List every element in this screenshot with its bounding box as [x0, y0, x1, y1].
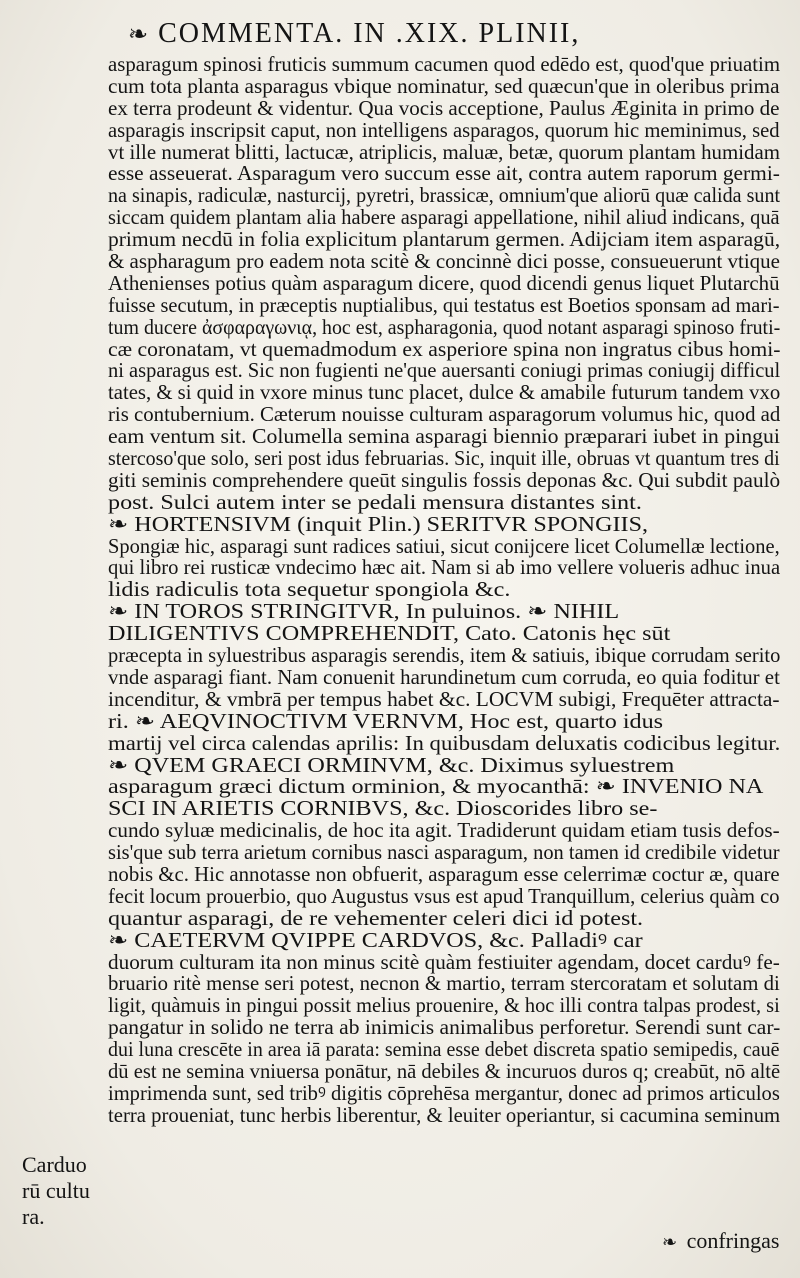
text-line: cundo syluæ medicinalis, de hoc ita agit. Tradiderunt quidam etiam tusis defos-: [108, 818, 780, 843]
text-line: tates, & si quid in vxore minus tunc placet, dulce & amabile futurum tandem vxo: [108, 380, 781, 405]
text-line: cæ coronatam, vt quemadmodum ex asperiore spina non ingratus cibus homi-: [108, 336, 781, 361]
text-line: ris contubernium. Cæterum nouisse culturam asparagorum volumus hic, quod ad: [108, 402, 781, 427]
text-line: incenditur, & vmbrā per tempus habet &c. LOCVM subigi, Frequēter attracta-: [108, 686, 780, 711]
text-line: ni asparagus est. Sic non fugienti ne'que auersanti coniugi primas coniugij difficul: [108, 358, 781, 383]
text-line: vt ille numerat blitti, lactucæ, atriplicis, maluæ, betæ, quorum plantam humidam: [108, 139, 780, 164]
text-line: dū est ne semina vniuersa ponātur, nā debiles & incuruos duros q; creabūt, nō altē: [108, 1058, 781, 1083]
text-line: dui luna crescēte in area iā parata: semina esse debet discreta spatio semipedis, cauē: [108, 1037, 780, 1062]
text-line: na sinapis, radiculæ, nasturcij, pyretri, brassicæ, omnium'que aliorū quæ calida sunt: [108, 183, 781, 208]
text-line: duorum culturam ita non minus scitè quàm festiuiter agendam, docet carduꝰ fe-: [108, 949, 780, 974]
text-line: nobis &c. Hic annotasse non obfuerit, asparagum esse celerrimæ coctur æ, quare: [108, 861, 780, 886]
text-line: ligit, quàmuis in pingui possit melius prouenire, & hoc illi contra talpas prodest, si: [108, 993, 780, 1018]
text-line: bruario ritè mense seri potest, necnon & martio, terram stercoratam et solutam di: [108, 971, 780, 996]
text-line: ❧ HORTENSIVM (inquit Plin.) SERITVR SPONGIIS,: [108, 511, 649, 536]
text-line: cum tota planta asparagus vbique nominatur, sed quæcun'que in oleribus prima: [108, 73, 780, 98]
running-head: [128, 14, 778, 54]
text-line: post. Sulci autem inter se pedali mensura distantes sint.: [108, 489, 642, 514]
text-line: quantur asparagi, de re vehementer celeri dici id potest.: [108, 905, 644, 930]
text-line: siccam quidem plantam alia habere asparagi appellatione, nihil aliud indicans, quā: [108, 205, 780, 230]
text-line: præcepta in syluestribus asparagis serendis, item & satiuis, ibique corrudam serito: [108, 643, 781, 668]
text-line: ❧ IN TOROS STRINGITVR, In puluinos. ❧ NIHIL: [108, 599, 620, 624]
fleuron-icon: ❧: [662, 1232, 678, 1252]
text-line: lidis radiculis tota sequetur spongiola &c.: [108, 577, 511, 602]
running-head-title: COMMENTA. IN .XIX. PLINII,: [158, 18, 581, 49]
text-line: Athenienses potius quàm asparagum dicere, quod dicendi genus liquet Plutarchū: [108, 270, 780, 295]
text-line: giti seminis comprehendere queūt singulis fossis deponas &c. Qui subdit paulò: [108, 467, 781, 492]
text-line: sis'que sub terra arietum cornibus nasci asparagum, non tamen id credibile videtur: [108, 840, 780, 865]
text-line: DILIGENTIVS COMPREHENDIT, Cato. Catonis hęc sūt: [108, 621, 671, 646]
text-line: asparagum spinosi fruticis summum cacumen quod edēdo est, quod'que priuatim: [108, 52, 781, 76]
body-text: [108, 54, 780, 1127]
margin-note: [22, 1152, 102, 1230]
text-line: ri. ❧ AEQVINOCTIVM VERNVM, Hoc est, quarto idus: [108, 708, 664, 733]
margin-note-line: ra.: [22, 1204, 45, 1229]
catchword: [662, 1228, 779, 1254]
text-line: qui libro rei rusticæ vndecimo hæc ait. Nam si ab imo vellere volueris adhuc inua: [108, 555, 781, 580]
catchword-text: confringas: [686, 1228, 780, 1253]
fleuron-icon: ❧: [128, 21, 151, 48]
text-line: terra proueniat, tunc herbis liberentur, & leuiter operiantur, si cacumina seminum: [108, 1102, 781, 1127]
margin-note-line: Carduo: [22, 1152, 87, 1177]
text-line: imprimenda sunt, sed tribꝰ digitis cōprehēsa mergantur, donec ad primos articulos: [108, 1080, 780, 1105]
text-line: eam ventum sit. Columella semina asparagi biennio præparari iubet in pingui: [108, 424, 780, 449]
text-line: ex terra prodeunt & videntur. Qua vocis acceptione, Paulus Æginita in primo de: [108, 95, 780, 120]
text-line: ❧ CAETERVM QVIPPE CARDVOS, &c. Palladiꝰ car: [108, 927, 643, 952]
text-line: martij vel circa calendas aprilis: In quibusdam deluxatis codicibus legitur.: [108, 730, 781, 755]
text-line: fuisse secutum, in præceptis nuptialibus, qui testatus est Boetios sponsam ad mari-: [108, 292, 780, 317]
text-line: asparagum græci dictum orminion, & myocanthā: ❧ INVENIO NA: [108, 774, 764, 799]
text-line: stercoso'que solo, seri post idus februarias. Sic, inquit ille, obruas vt quantum tres di: [108, 446, 780, 471]
text-line: primum necdū in folia explicitum plantarum germen. Adijciam item asparagū,: [108, 227, 781, 252]
text-line: SCI IN ARIETIS CORNIBVS, &c. Dioscorides libro se-: [108, 796, 658, 821]
text-line: asparagis inscripsit caput, non intelligens asparagos, quorum hic meminimus, sed: [108, 117, 780, 142]
text-line: fecit locum prouerbio, quo Augustus vsus est apud Tranquillum, celerius quàm co: [108, 883, 780, 908]
text-line: vnde asparagi fiant. Nam conuenit harundinetum cum corruda, eo quia foditur et: [108, 664, 780, 689]
text-line: pangatur in solido ne terra ab inimicis animalibus perforetur. Serendi sunt car-: [108, 1015, 781, 1040]
text-line: esse asseuerat. Asparagum vero succum esse ait, contra autem raporum germi-: [108, 161, 780, 186]
text-line: tum ducere ἀσφαραγωνιᾳ, hoc est, aspharagonia, quod notant asparagi spinoso fruti-: [108, 314, 781, 339]
text-line: ❧ QVEM GRAECI ORMINVM, &c. Diximus syluestrem: [108, 752, 675, 777]
text-line: & aspharagum pro eadem nota scitè & concinnè dici posse, consueuerunt vtique: [108, 249, 780, 274]
text-line: Spongiæ hic, asparagi sunt radices satiui, sicut conijcere licet Columellæ lectione,: [108, 533, 780, 558]
margin-note-line: rū cultu: [22, 1178, 90, 1203]
